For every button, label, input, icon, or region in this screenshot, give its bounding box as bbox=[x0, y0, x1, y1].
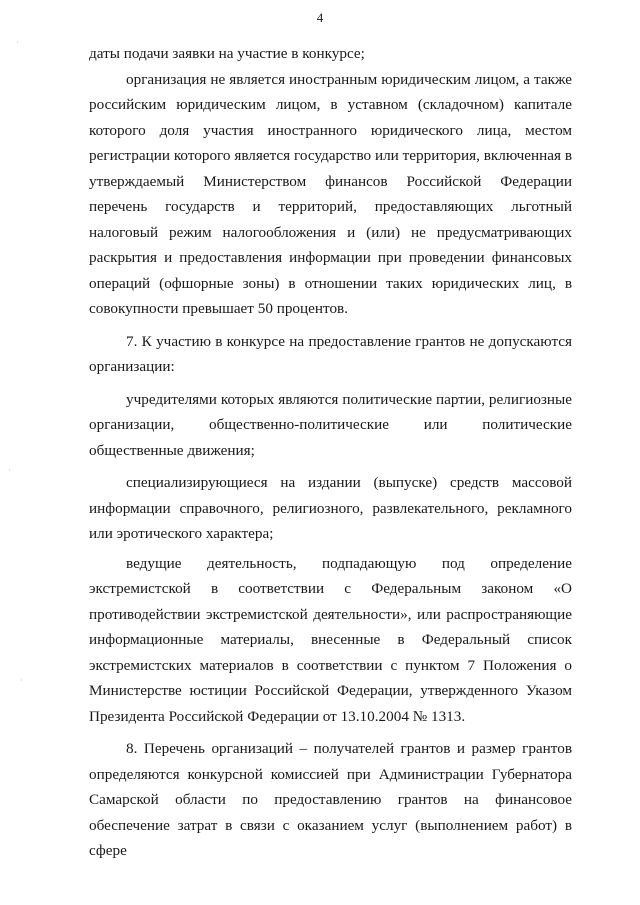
margin-mark: · bbox=[16, 38, 19, 47]
document-body bbox=[89, 41, 572, 864]
margin-mark: · bbox=[20, 676, 23, 685]
paragraph-political-founders: учредителями которых являются политические партии, религиозные организации, общественно-политические или политические общественные движения; bbox=[89, 390, 572, 459]
paragraph-extremist-activity: ведущие деятельность, подпадающую под определение экстремистской в соответствии с Федеральным законом «О противодействии экстремистской деятельности», или распространяющие информационные материалы, внесенные в Федеральный список экстремистских материалов в соответствии с пунктом 7 Положения о Министерстве юстиции Российской Федерации, утвержденного Указом Президента Российской Федерации от 13.10.2004 № 1313. bbox=[89, 554, 572, 725]
paragraph-offshore-condition: организация не является иностранным юридическим лицом, а также российским юридическим лицом, в уставном (складочном) капитале которого доля участия иностранного юридического лица, местом регистрации которого является государство или территория, включенная в утверждаемый Министерством финансов Российской Федерации перечень государств и территорий, предоставляющих льготный налоговый режим налогообложения и (или) не предусматривающих раскрытия и предоставления информации при проведении финансовых операций (офшорные зоны) в отношении таких юридических лиц, в совокупности превышает 50 процентов. bbox=[89, 70, 572, 317]
page-number: 4 bbox=[316, 10, 324, 25]
margin-mark: · bbox=[8, 466, 11, 475]
paragraph-submission-date: даты подачи заявки на участие в конкурсе; bbox=[89, 45, 365, 62]
paragraph-item-8: 8. Перечень организаций – получателей грантов и размер грантов определяются конкурсной комиссией при Администрации Губернатора Самарской области по предоставлению грантов на финансовое обеспечение затрат в связи с оказанием услуг (выполнением работ) в сфере bbox=[89, 740, 572, 859]
paragraph-item-7: 7. К участию в конкурсе на предоставление грантов не допускаются организации: bbox=[89, 332, 572, 375]
paragraph-mass-media: специализирующиеся на издании (выпуске) средств массовой информации справочного, религиозного, развлекательного, рекламного или эротического характера; bbox=[89, 474, 572, 542]
